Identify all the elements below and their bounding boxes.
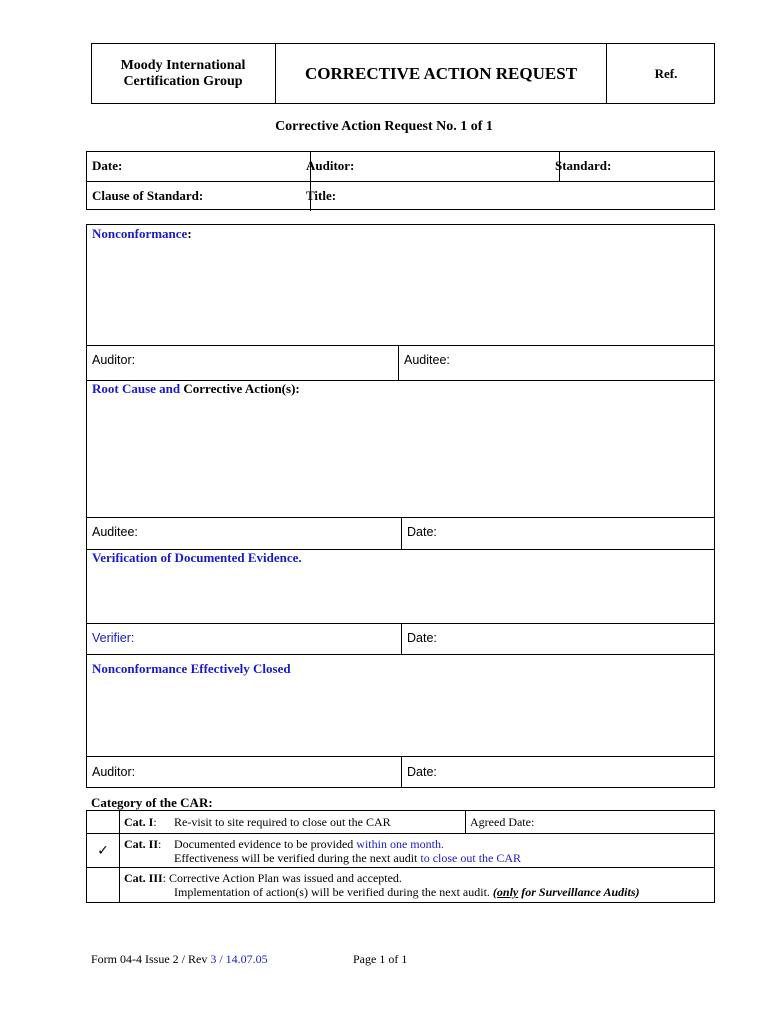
- corrective-action-label: Corrective Action(s):: [180, 381, 300, 396]
- info-row-1: [87, 152, 714, 181]
- divider: [87, 833, 714, 834]
- ref-label: Ref.: [654, 65, 678, 81]
- info-table: [86, 151, 715, 210]
- standard-label: Standard:: [555, 158, 612, 173]
- auditor-field[interactable]: [301, 152, 560, 181]
- cat1-colon: :: [153, 815, 157, 829]
- checkmark-icon: ✓: [97, 842, 109, 859]
- cat2-text-a: Documented evidence to be provided: [174, 837, 357, 851]
- company-name: [92, 44, 274, 103]
- divider: [398, 345, 399, 380]
- verifier-label: Verifier:: [92, 631, 135, 645]
- cat2-text-d: to close out the CAR: [420, 851, 522, 865]
- root-cause-label: Root Cause and: [92, 381, 181, 396]
- document-header: [91, 43, 715, 104]
- divider: [401, 756, 402, 788]
- cat3-note: [493, 885, 640, 899]
- divider: [87, 345, 714, 346]
- cat2-line2: [174, 851, 521, 866]
- cat3-line2: [174, 885, 640, 900]
- clause-label: Clause of Standard:: [92, 188, 204, 203]
- verification-text-area[interactable]: [87, 569, 714, 623]
- cat3-checkbox[interactable]: [87, 868, 119, 902]
- cat2-line1: [174, 837, 444, 852]
- auditor-label: Auditor:: [306, 158, 355, 173]
- cat2-checkbox[interactable]: [87, 834, 119, 867]
- auditee-signature-label-2: Auditee:: [92, 525, 138, 539]
- category-heading: Category of the CAR:: [91, 795, 213, 810]
- form-revision: 3 / 14.07.05: [210, 952, 268, 966]
- cat3-text-d: only: [496, 885, 519, 899]
- auditor-signature-label-2: Auditor:: [92, 765, 136, 779]
- date-label: Date:: [92, 158, 123, 173]
- cat3-line1: [124, 871, 402, 886]
- nonconformance-label: Nonconformance: [92, 226, 188, 241]
- form-version: [91, 952, 268, 967]
- divider: [465, 811, 466, 833]
- company-name-line1: Moody International: [120, 57, 246, 73]
- category-table: [86, 810, 715, 903]
- nonconformance-colon: :: [187, 226, 192, 241]
- agreed-date-label[interactable]: Agreed Date:: [470, 815, 535, 829]
- cat1-text: Re-visit to site required to close out the CAR: [174, 815, 391, 829]
- nonconformance-heading: [92, 226, 192, 242]
- cat1-checkbox[interactable]: [87, 811, 119, 833]
- cat2-colon: :: [158, 837, 162, 851]
- cat3-text-b: Implementation of action(s) will be verified during the next audit.: [174, 885, 493, 899]
- date-field[interactable]: [87, 152, 311, 181]
- car-number-subtitle: Corrective Action Request No. 1 of 1: [275, 119, 493, 134]
- standard-field[interactable]: [550, 152, 714, 181]
- cat3-text-e: for Surveillance Audits): [518, 885, 640, 899]
- cat2-label: Cat. II: [124, 837, 159, 851]
- info-row-2: [87, 182, 714, 211]
- cat1-label: Cat. I: [124, 815, 154, 829]
- date-label-2: Date:: [407, 631, 437, 645]
- divider: [119, 811, 120, 902]
- title-label: Title:: [306, 188, 337, 203]
- auditee-signature-label: Auditee:: [404, 353, 450, 367]
- divider: [401, 623, 402, 654]
- car-form: [86, 224, 715, 788]
- cat2-text-c: Effectiveness will be verified during the next audit: [174, 851, 421, 865]
- date-label-3: Date:: [407, 765, 437, 779]
- cat1-row: [124, 815, 157, 830]
- cat3-label: Cat. III: [124, 871, 163, 885]
- divider: [401, 517, 402, 549]
- date-label-1: Date:: [407, 525, 437, 539]
- root-cause-heading: [92, 381, 300, 397]
- cat3-text-c: (: [492, 885, 497, 899]
- cat2-label-wrap: [124, 837, 161, 852]
- nonconformance-text-area[interactable]: [87, 245, 714, 345]
- title-field[interactable]: [301, 182, 714, 211]
- verification-heading: Verification of Documented Evidence.: [92, 550, 302, 565]
- document-title: CORRECTIVE ACTION REQUEST: [275, 44, 607, 103]
- auditor-signature-label: Auditor:: [92, 353, 136, 367]
- divider: [87, 654, 714, 655]
- closed-heading: Nonconformance Effectively Closed: [92, 661, 291, 676]
- company-name-line2: Certification Group: [123, 73, 243, 89]
- form-version-text: Form 04-4 Issue 2 / Rev: [91, 952, 211, 966]
- clause-field[interactable]: [87, 182, 311, 211]
- cat2-text-b: within one month.: [356, 837, 444, 851]
- cat3-text-a: : Corrective Action Plan was issued and accepted.: [162, 871, 402, 885]
- closed-text-area[interactable]: [87, 680, 714, 756]
- divider: [87, 867, 714, 868]
- root-cause-text-area[interactable]: [87, 400, 714, 517]
- page-number: Page 1 of 1: [353, 952, 408, 966]
